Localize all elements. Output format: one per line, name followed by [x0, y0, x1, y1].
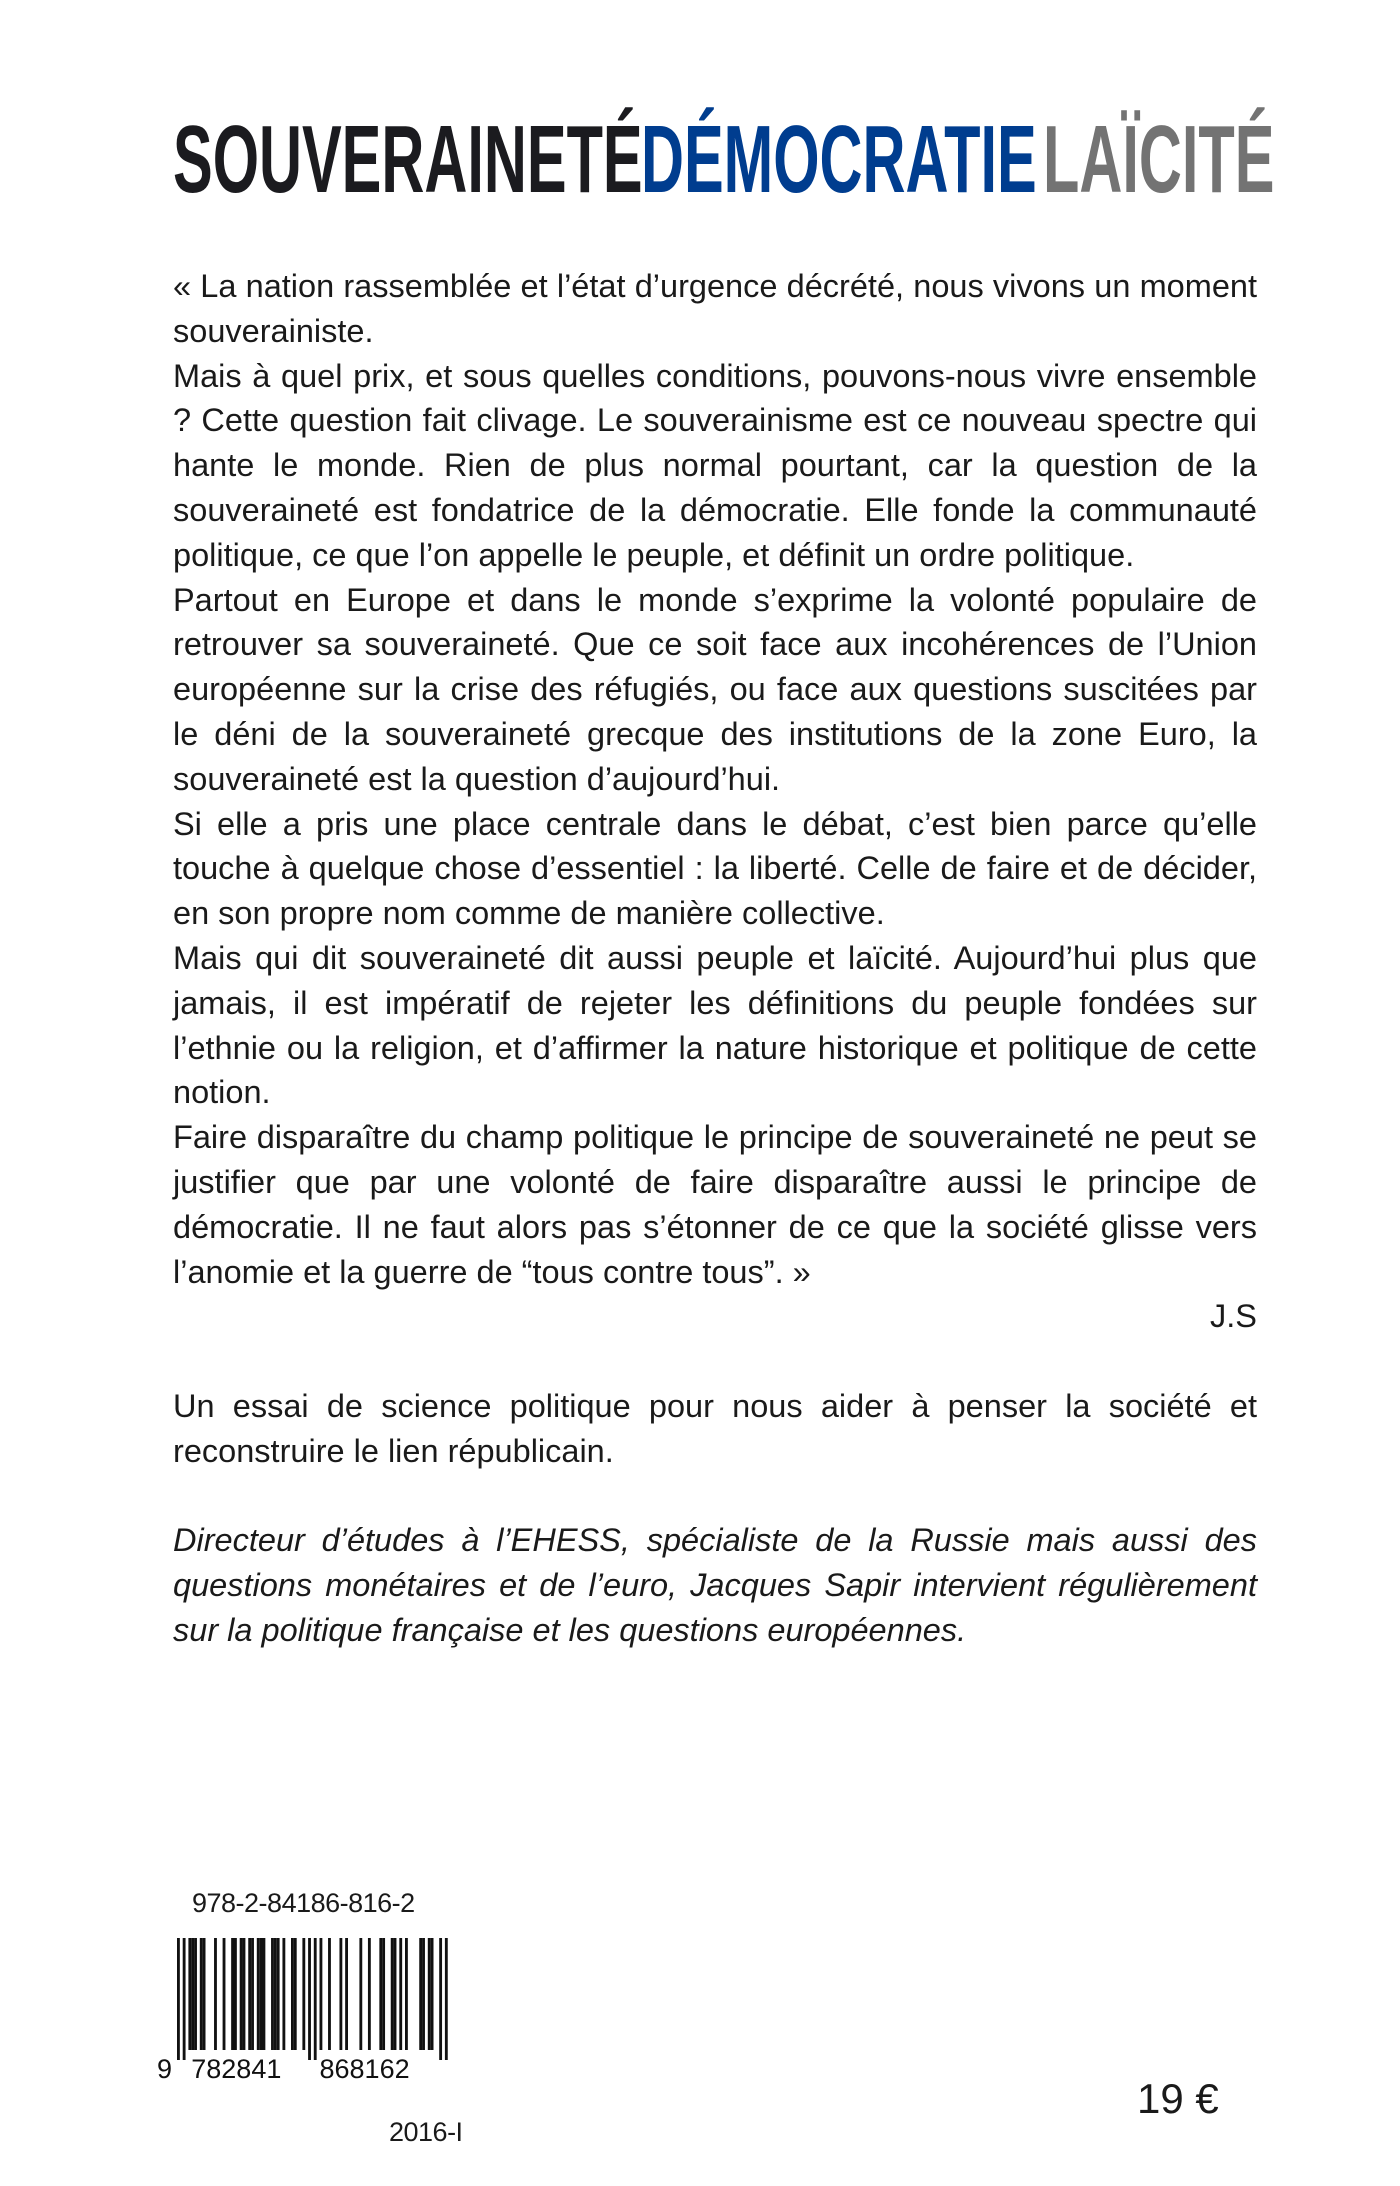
barcode-bar — [368, 1938, 371, 2050]
barcode — [155, 1934, 495, 2084]
barcode-bar — [320, 1938, 323, 2050]
barcode-bar — [405, 1938, 408, 2050]
barcode-bar — [439, 1938, 442, 2060]
quote-paragraph: Mais à quel prix, et sous quelles conditions, pouvons-nous vivre ensemble ? Cette question fait clivage. Le souverainisme est ce nouveau spectre qui hante le monde. Rien de plus normal pourtant, car la question de la souveraineté est fondatrice de la démocratie. Elle fonde la communauté politique, ce que l’on appelle le peuple, et définit un ordre politique. — [173, 357, 1257, 573]
barcode-bar — [191, 1938, 194, 2050]
barcode-bar — [379, 1938, 382, 2050]
barcode-bar — [382, 1938, 385, 2050]
barcode-bar — [394, 1938, 397, 2050]
price: 19 € — [1137, 2075, 1219, 2122]
quote-paragraph: Si elle a pris une place centrale dans le débat, c’est bien parce qu’elle touche à quelque chose d’essentiel : la liberté. Celle de faire et de décider, en son propre nom comme de manière collective. — [173, 805, 1257, 932]
quote-paragraph: Mais qui dit souveraineté dit aussi peuple et laïcité. Aujourd’hui plus que jamais, il est impératif de rejeter les définitions du peuple fondées sur l’ethnie ou la religion, et d’affirmer la nature historique et politique de cette notion. — [173, 939, 1257, 1111]
barcode-bar — [263, 1938, 266, 2050]
barcode-bar — [282, 1938, 285, 2050]
back-cover-text — [173, 264, 1257, 1653]
barcode-bar — [194, 1938, 197, 2050]
barcode-bar — [445, 1938, 448, 2060]
barcode-bar — [251, 1938, 254, 2050]
signature: J.S — [1210, 1298, 1257, 1335]
barcode-bar — [391, 1938, 394, 2050]
barcode-bar — [294, 1938, 297, 2050]
quote-paragraph: Faire disparaître du champ politique le principe de souveraineté ne peut se justifier que par une volonté de faire disparaître aussi le principe de démocratie. Il ne faut alors pas s’étonner de ce que la société glisse vers l’anomie et la guerre de “tous contre tous”. » — [173, 1119, 1257, 1290]
barcode-bar — [314, 1938, 317, 2060]
barcode-bar — [231, 1938, 234, 2050]
title-souverainete: SOUVERAINETÉ — [173, 106, 643, 213]
author-bio: Directeur d’études à l’EHESS, spécialiste de la Russie mais aussi des questions monétaires et de l’euro, Jacques Sapir intervient régulièrement sur la politique française et les questions européennes. — [173, 1522, 1257, 1648]
barcode-bar — [422, 1938, 425, 2050]
barcode-bar — [302, 1938, 305, 2050]
barcode-bar — [345, 1938, 348, 2050]
barcode-bar — [339, 1938, 342, 2050]
title-laicite: LAÏCITÉ — [1043, 106, 1275, 213]
barcode-bar — [428, 1938, 431, 2050]
cover-title — [173, 106, 1275, 213]
barcode-bar — [419, 1938, 422, 2050]
barcode-bar — [183, 1938, 186, 2060]
barcode-bar — [291, 1938, 294, 2050]
barcode-bar — [203, 1938, 206, 2050]
barcode-bar — [308, 1938, 311, 2060]
barcode-bar — [399, 1938, 402, 2050]
title-democratie: DÉMOCRATIE — [641, 106, 1037, 213]
barcode-bar — [188, 1938, 191, 2050]
edition-code: 2016-I — [389, 2117, 463, 2147]
barcode-bar — [240, 1938, 243, 2050]
barcode-bar — [200, 1938, 203, 2050]
quote-paragraph: « La nation rassemblée et l’état d’urgence décrété, nous vivons un moment souverainiste. — [173, 268, 1257, 349]
barcode-left-digits: 782841 — [191, 2054, 282, 2084]
barcode-bar — [271, 1938, 274, 2050]
barcode-bar — [274, 1938, 277, 2050]
quote-paragraph: Partout en Europe et dans le monde s’exprime la volonté populaire de retrouver sa souveraineté. Que ce soit face aux incohérences de l’Union européenne sur la crise des réfugiés, ou face aux questions suscitées par le déni de la souveraineté grecque des institutions de la zone Euro, la souveraineté est la question d’aujourd’hui. — [173, 581, 1257, 797]
barcode-bar — [248, 1938, 251, 2050]
barcode-bar — [359, 1938, 362, 2050]
barcode-bar — [234, 1938, 237, 2050]
barcode-bar — [177, 1938, 180, 2060]
barcode-bar — [260, 1938, 263, 2050]
barcode-bar — [277, 1938, 280, 2050]
barcode-bar — [214, 1938, 217, 2050]
barcode-bar — [223, 1938, 226, 2050]
barcode-right-digits: 868162 — [319, 2054, 410, 2084]
barcode-bar — [431, 1938, 434, 2050]
summary: Un essai de science politique pour nous aider à penser la société et reconstruire le lien républicain. — [173, 1387, 1257, 1469]
barcode-bar — [257, 1938, 260, 2050]
isbn: 978-2-84186-816-2 — [192, 1888, 415, 1918]
barcode-first-digit: 9 — [157, 2054, 173, 2084]
barcode-bar — [243, 1938, 246, 2050]
barcode-bar — [328, 1938, 331, 2050]
